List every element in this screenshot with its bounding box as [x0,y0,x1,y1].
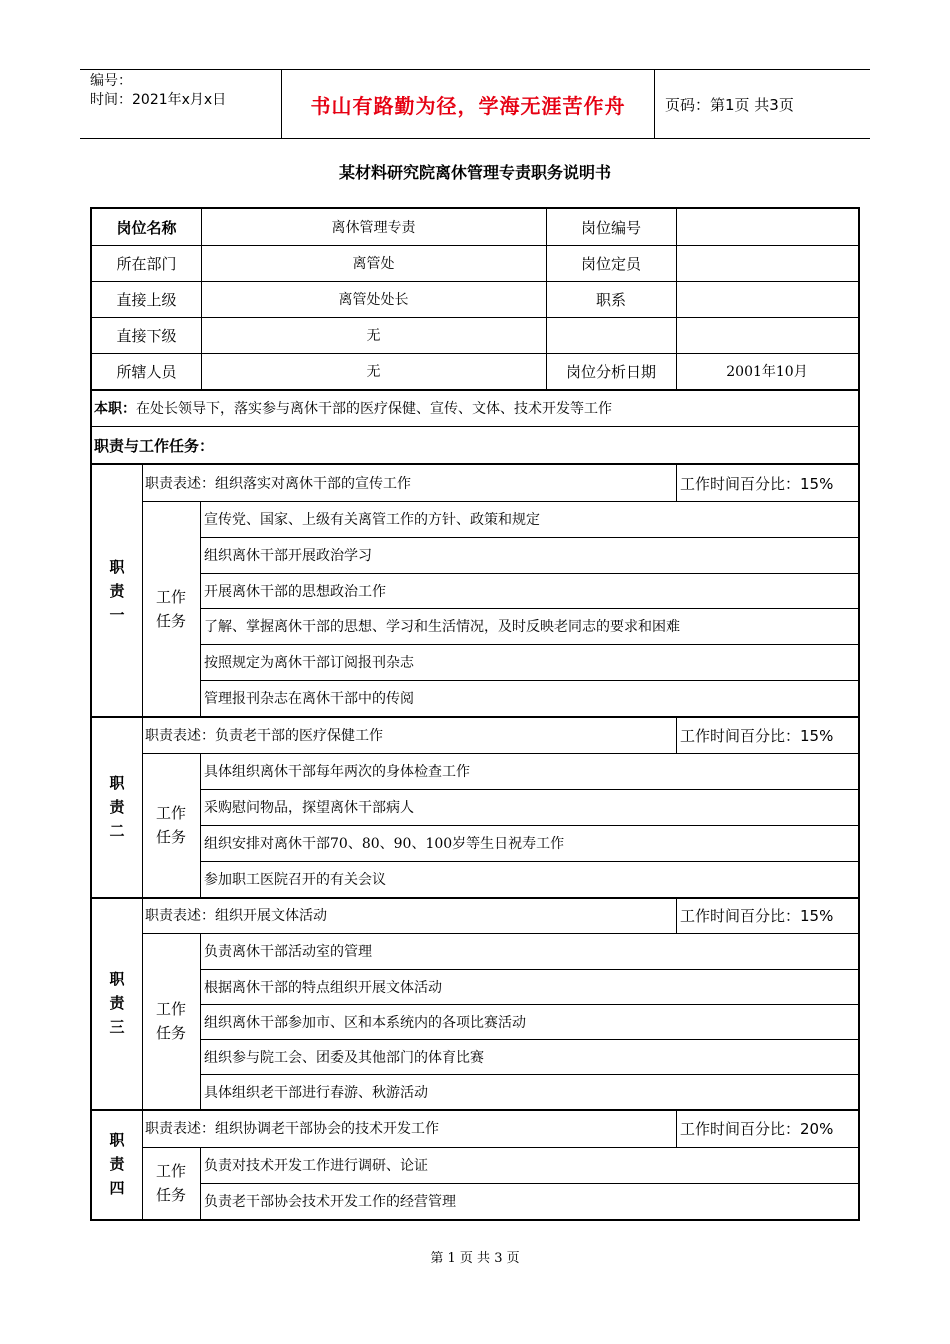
duty-name-char: 三 [109,1018,125,1036]
task-item: 宣传党、国家、上级有关离管工作的方针、政策和规定 [204,512,540,528]
info-value: 离管处 [352,256,395,272]
duty-name-char: 职 [109,557,125,576]
duty-name-char: 职 [109,970,125,988]
work-label-line: 任务 [155,1186,186,1204]
info-label: 直接下级 [116,326,177,345]
task-item: 组织离休干部参加市、区和本系统内的各项比赛活动 [204,1014,526,1031]
row-divider [92,353,858,354]
info-label-2 [546,317,676,353]
document-header [80,69,870,139]
task-item: 采购慰问物品，探望离休干部病人 [204,800,414,816]
duty-name [92,1109,142,1219]
info-label: 直接上级 [116,290,177,309]
info-label-2: 岗位定员 [580,254,641,273]
tasks-heading: 职责与工作任务： [94,436,215,455]
duty-time-percentage: 工作时间百分比：15% [680,474,834,493]
column-divider [676,897,677,933]
main-duty-text: 在处长领导下，落实参与离休干部的医疗保健、宣传、文体、技术开发等工作 [136,401,612,417]
task-item: 具体组织老干部进行春游、秋游活动 [204,1084,428,1101]
duty-description: 职责表述：组织落实对离休干部的宣传工作 [145,476,411,492]
info-value-2 [676,209,858,245]
duty-name-char: 职 [109,1131,125,1149]
info-value-2 [676,245,858,281]
number-label: 编号： [90,73,132,89]
row-divider [92,281,858,282]
duty-name-char: 一 [109,605,125,624]
column-divider [676,209,677,389]
info-label-2: 岗位编号 [580,218,641,237]
task-item: 负责离休干部活动室的管理 [204,944,372,960]
duty-name-char: 责 [109,1155,125,1173]
column-divider [676,465,677,501]
work-label-line: 工作 [155,1162,186,1180]
duty-name [92,897,142,1109]
work-tasks-label [142,933,200,1109]
duty-time-percentage: 工作时间百分比：20% [680,1119,834,1138]
info-label: 岗位名称 [116,218,177,237]
duty-name-char: 责 [109,994,125,1012]
work-label-line: 工作 [155,587,186,606]
row-divider [92,245,858,246]
task-item: 负责对技术开发工作进行调研、论证 [204,1158,428,1174]
work-label-line: 工作 [155,804,186,822]
task-item: 组织离休干部开展政治学习 [204,548,372,564]
duty-description: 职责表述：组织协调老干部协会的技术开发工作 [145,1121,439,1137]
page-footer: 第 1 页 共 3 页 [430,1251,520,1266]
column-divider [201,209,202,389]
info-label-2: 岗位分析日期 [565,362,656,381]
info-value: 无 [366,364,381,380]
duty-name-char: 责 [109,798,125,816]
column-divider [200,933,201,1109]
work-tasks-label [142,501,200,716]
duty-description: 职责表述：组织开展文体活动 [145,908,327,924]
work-tasks-label [142,753,200,897]
work-tasks-label [142,1147,200,1219]
task-item: 负责老干部协会技术开发工作的经营管理 [204,1194,456,1210]
job-description-table [90,207,860,1221]
info-value: 无 [366,328,381,344]
info-label: 所辖人员 [116,362,177,381]
info-label-2: 职系 [595,290,626,309]
work-label-line: 任务 [155,828,186,846]
info-value-2: 2001年10月 [726,364,808,380]
main-duty-label: 本职： [94,401,136,417]
info-value: 离休管理专责 [331,220,416,236]
task-item: 组织参与院工会、团委及其他部门的体育比赛 [204,1049,484,1066]
work-label-line: 工作 [155,1000,186,1018]
info-value-2 [676,281,858,317]
date-label: 时间：2021年x月x日 [90,92,227,108]
header-page-info: 页码：第1页 共3页 [665,95,794,114]
duty-name-char: 职 [109,774,125,792]
header-motto: 书山有路勤为径，学海无涯苦作舟 [281,70,655,138]
main-duty [94,391,856,425]
column-divider [546,209,547,389]
column-divider [676,1109,677,1147]
duty-name-char: 四 [109,1179,125,1197]
duty-description: 职责表述：负责老干部的医疗保健工作 [145,728,383,744]
document-title: 某材料研究院离休管理专责职务说明书 [338,163,611,182]
row-divider [92,317,858,318]
info-value-2 [676,317,858,353]
task-item: 管理报刊杂志在离休干部中的传阅 [204,691,414,707]
work-label-line: 任务 [155,611,186,630]
task-item: 具体组织离休干部每年两次的身体检查工作 [204,764,470,780]
info-label: 所在部门 [116,254,177,273]
header-meta [80,70,280,138]
task-item: 组织安排对离休干部70、80、90、100岁等生日祝寿工作 [204,836,565,852]
duty-name-char: 二 [109,822,125,840]
task-item: 了解、掌握离休干部的思想、学习和生活情况，及时反映老同志的要求和困难 [204,619,680,635]
duty-time-percentage: 工作时间百分比：15% [680,906,834,925]
info-value: 离管处处长 [338,292,409,308]
task-item: 开展离休干部的思想政治工作 [204,583,386,600]
duty-name [92,717,142,897]
column-divider [676,717,677,753]
task-item: 按照规定为离休干部订阅报刊杂志 [204,655,414,671]
work-label-line: 任务 [155,1024,186,1042]
task-item: 参加职工医院召开的有关会议 [204,872,386,888]
task-item: 根据离休干部的特点组织开展文体活动 [204,979,442,996]
duty-name-char: 责 [109,581,125,600]
duty-name [92,465,142,716]
duty-time-percentage: 工作时间百分比：15% [680,726,834,745]
